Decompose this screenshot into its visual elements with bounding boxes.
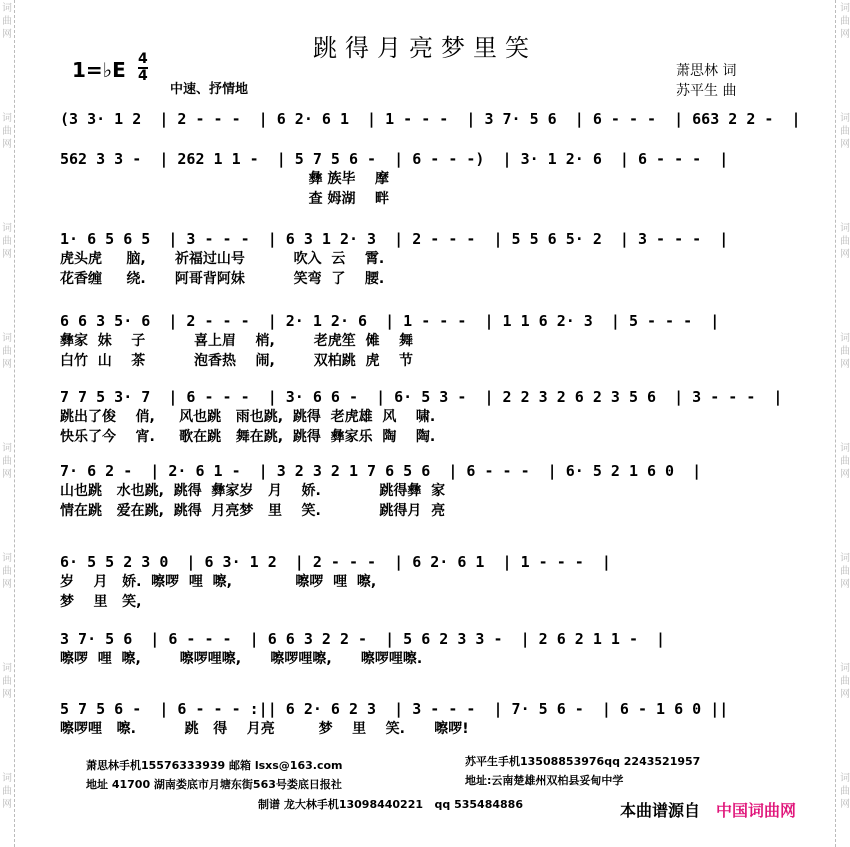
- lyric-verse-1: 岁 月 娇. 嚓啰 哩 嚓, 嚓啰 哩 嚓,: [60, 574, 377, 590]
- score-line: [60, 700, 800, 738]
- watermark-text: 词曲网: [840, 333, 850, 370]
- composer-address: 地址:云南楚雄州双柏县妥甸中学: [465, 774, 624, 787]
- lyricist-contact: 萧思林手机15576333939 邮箱 lsxs@163.com: [86, 759, 343, 772]
- key-signature: 1=♭E: [72, 58, 126, 82]
- meter-bottom: 4: [138, 68, 148, 84]
- engraver-credit: 制谱 龙大林手机13098440221 qq 535484886: [258, 798, 523, 811]
- lyric-verse-1: 虎头虎 脑, 祈福过山号 吹入 云 霄.: [60, 251, 385, 267]
- right-border: [835, 0, 836, 847]
- score-line: [60, 553, 800, 611]
- watermark-text: 词曲网: [840, 223, 850, 260]
- notation: 3 7· 5 6 | 6 - - - | 6 6 3 2 2 - | 5 6 2 3 3 - | 2 6 2 1 1 - |: [60, 630, 666, 648]
- lyric-verse-2: 梦 里 笑,: [60, 594, 142, 610]
- watermark-text: 词曲网: [840, 443, 850, 480]
- tempo-marking: 中速、抒情地: [170, 82, 249, 97]
- score-line: [60, 388, 800, 446]
- notation: 7· 6 2 - | 2· 6 1 - | 3 2 3 2 1 7 6 5 6 | 6 - - - | 6· 5 2 1 6 0 |: [60, 462, 702, 480]
- watermark-text: 词曲网: [2, 773, 12, 810]
- lyric-verse-2: 情在跳 爱在跳, 跳得 月亮梦 里 笑. 跳得月 亮: [60, 503, 446, 519]
- source-note: [620, 798, 796, 821]
- lyric-verse-1: 嚓啰 哩 嚓, 嚓啰哩嚓, 嚓啰哩嚓, 嚓啰哩嚓.: [60, 651, 423, 667]
- lyric-verse-1: 彝 族毕 摩: [60, 171, 389, 187]
- watermark-text: 词曲网: [2, 663, 12, 700]
- watermark-text: 词曲网: [2, 553, 12, 590]
- score-line: [60, 312, 800, 370]
- notation: 6 6 3 5· 6 | 2 - - - | 2· 1 2· 6 | 1 - - - | 1 1 6 2· 3 | 5 - - - |: [60, 312, 720, 330]
- watermark-text: 词曲网: [840, 663, 850, 700]
- watermark-text: 词曲网: [2, 443, 12, 480]
- meter-top: 4: [138, 51, 148, 67]
- lyric-verse-1: 山也跳 水也跳, 跳得 彝家岁 月 娇. 跳得彝 家: [60, 483, 446, 499]
- left-border: [14, 0, 15, 847]
- watermark-text: 词曲网: [840, 3, 850, 40]
- notation: 5 7 5 6 - | 6 - - - :|| 6 2· 6 2 3 | 3 - - - | 7· 5 6 - | 6 - 1 6 0 ||: [60, 700, 729, 718]
- lyricist-credit: 萧思林 词: [676, 63, 737, 79]
- watermark-text: 词曲网: [2, 113, 12, 150]
- source-label: 本曲谱源自: [620, 801, 701, 820]
- notation: 1· 6 5 6 5 | 3 - - - | 6 3 1 2· 3 | 2 - - - | 5 5 6 5· 2 | 3 - - - |: [60, 230, 729, 248]
- notation: 562 3 3 - | 262 1 1 - | 5 7 5 6 - | 6 - - -) | 3· 1 2· 6 | 6 - - - |: [60, 150, 729, 168]
- lyric-verse-2: 快乐了今 宵. 歌在跳 舞在跳, 跳得 彝家乐 陶 陶.: [60, 429, 436, 445]
- score-line: [60, 110, 800, 128]
- score-line: [60, 150, 800, 208]
- song-title: 跳得月亮梦里笑: [313, 34, 537, 62]
- lyric-verse-2: 白竹 山 茶 泡香热 闹, 双柏跳 虎 节: [60, 353, 414, 369]
- notation: 7 7 5 3· 7 | 6 - - - | 3· 6 6 - | 6· 5 3 - | 2 2 3 2 6 2 3 5 6 | 3 - - - |: [60, 388, 783, 406]
- time-signature: [138, 52, 148, 84]
- source-site-link[interactable]: 中国词曲网: [716, 801, 797, 820]
- lyric-verse-2: 花香缠 绕. 阿哥背阿妹 笑弯 了 腰.: [60, 271, 385, 287]
- watermark-text: 词曲网: [2, 333, 12, 370]
- notation: (3 3· 1 2 | 2 - - - | 6 2· 6 1 | 1 - - - | 3 7· 5 6 | 6 - - - | 663 2 2 - |: [60, 110, 801, 128]
- score-line: [60, 230, 800, 288]
- notation: 6· 5 5 2 3 0 | 6 3· 1 2 | 2 - - - | 6 2· 6 1 | 1 - - - |: [60, 553, 611, 571]
- lyricist-address: 地址 41700 湖南娄底市月塘东街563号娄底日报社: [86, 778, 342, 791]
- watermark-text: 词曲网: [840, 773, 850, 810]
- lyric-verse-1: 跳出了俊 俏, 风也跳 雨也跳, 跳得 老虎雄 风 啸.: [60, 409, 436, 425]
- watermark-text: 词曲网: [2, 3, 12, 40]
- score-line: [60, 462, 800, 520]
- lyric-verse-1: 嚓啰哩 嚓. 跳 得 月亮 梦 里 笑. 嚓啰!: [60, 721, 469, 737]
- watermark-text: 词曲网: [840, 553, 850, 590]
- composer-contact: 苏平生手机13508853976qq 2243521957: [465, 755, 701, 768]
- composer-credit: 苏平生 曲: [676, 83, 737, 99]
- lyric-verse-1: 彝家 妹 子 喜上眉 梢, 老虎笙 傩 舞: [60, 333, 414, 349]
- watermark-text: 词曲网: [840, 113, 850, 150]
- score-line: [60, 630, 800, 668]
- lyric-verse-2: 查 姆湖 畔: [60, 191, 389, 207]
- watermark-text: 词曲网: [2, 223, 12, 260]
